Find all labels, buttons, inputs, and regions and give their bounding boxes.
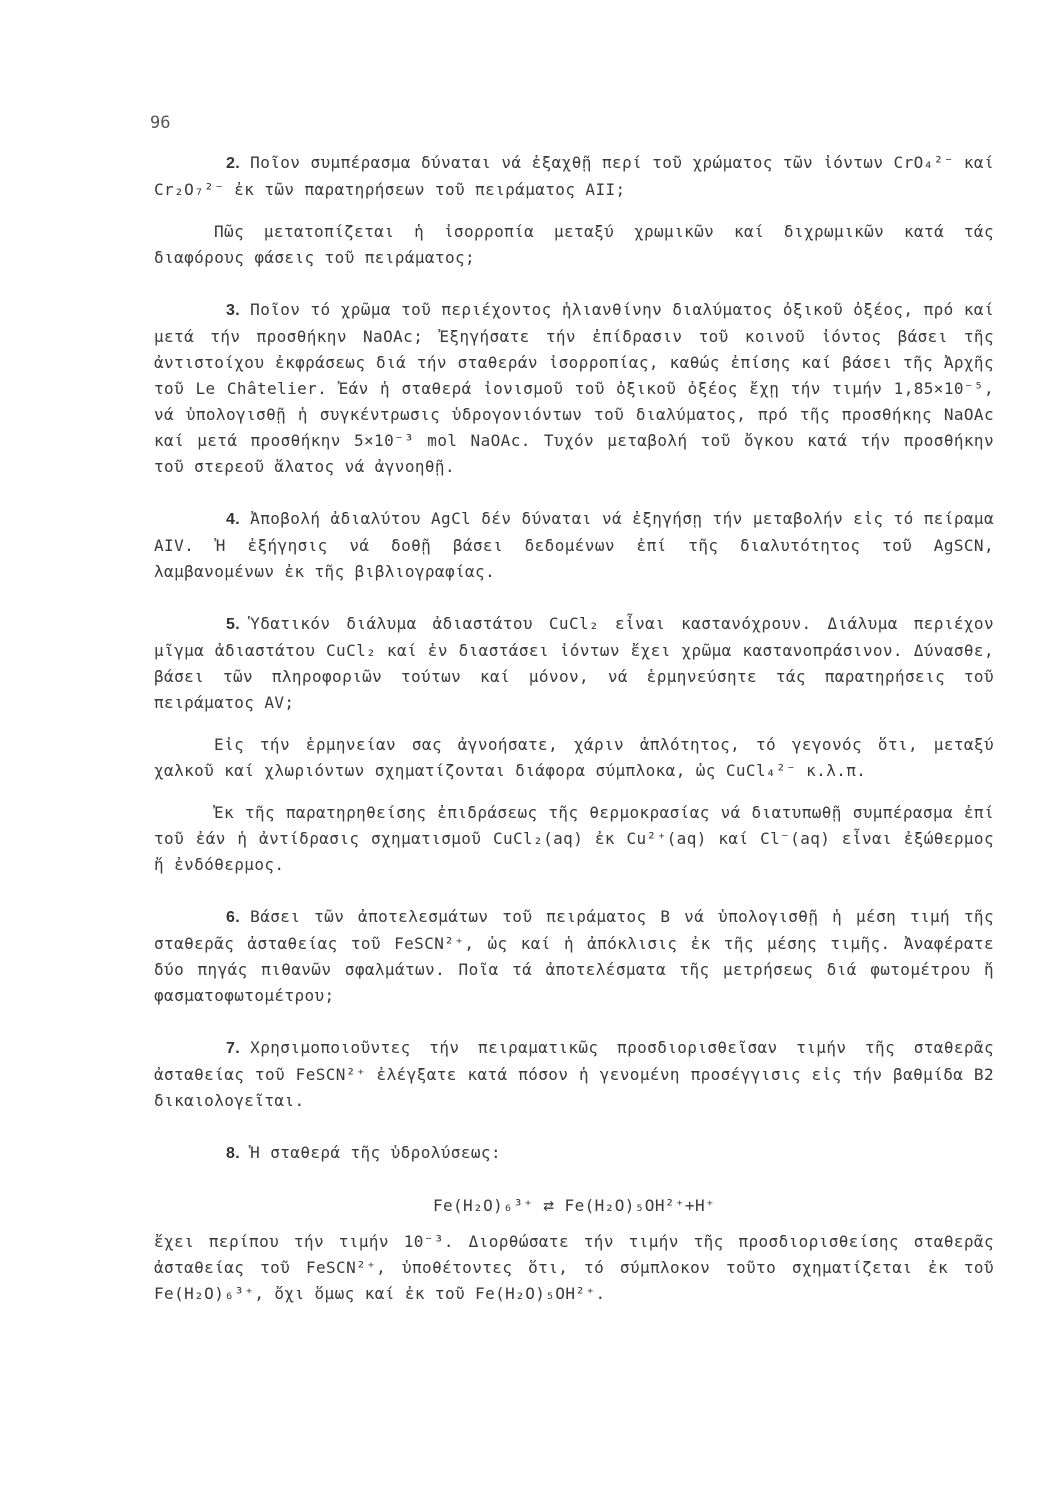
- question-text: Βάσει τῶν ἀποτελεσμάτων τοῦ πειράματος B νά ὑπολογισθῇ ἡ μέση τιμή τῆς σταθερᾶς ἀσταθείας τοῦ FeSCN²⁺, ὡς καί ἡ ἀπόκλισις ἐκ τῆς μέσης τιμῆς. Ἀναφέρατε δύο πηγάς πιθανῶν σφαλμάτων. Ποῖα τά ἀποτελέσματα τῆς μετρήσεως διά φωτομέτρου ἤ φασματοφωτομέτρου;: [154, 907, 994, 1005]
- question-number: 6.: [226, 909, 241, 926]
- question-text: Ποῖον συμπέρασμα δύναται νά ἐξαχθῇ περί τοῦ χρώματος τῶν ἰόντων CrO₄²⁻ καί Cr₂O₇²⁻ ἐκ τῶν παρατηρήσεων τοῦ πειράματος AII;: [154, 153, 994, 199]
- question-text: Χρησιμοποιοῦντες τήν πειραματικῶς προσδιορισθεῖσαν τιμήν τῆς σταθερᾶς ἀσταθείας τοῦ FeSCN²⁺ ἐλέγξατε κατά πόσον ἡ γενομένη προσέγγισις εἰς τήν βαθμίδα B2 δικαιολογεῖται.: [154, 1038, 994, 1110]
- question-2: [154, 150, 994, 203]
- question-5-paragraph: Εἰς τήν ἑρμηνείαν σας ἀγνοήσατε, χάριν ἁπλότητος, τό γεγονός ὅτι, μεταξύ χαλκοῦ καί χλωριόντων σχηματίζονται διάφορα σύμπλοκα, ὡς CuCl₄²⁻ κ.λ.π.: [154, 735, 994, 780]
- question-3: [154, 297, 994, 480]
- page-number: 96: [150, 113, 171, 133]
- question-7: [154, 1035, 994, 1114]
- question-6: [154, 904, 994, 1009]
- question-number: 7.: [226, 1040, 241, 1057]
- hydrolysis-equation: [154, 1193, 994, 1219]
- question-number: 5.: [226, 616, 241, 633]
- equilibrium-arrow-icon: ⇄: [543, 1195, 555, 1216]
- question-text: Ὑδατικόν διάλυμα ἀδιαστάτου CuCl₂ εἶναι καστανόχρουν. Διάλυμα περιέχον μῖγμα ἀδιαστάτου CuCl₂ καί ἐν διαστάσει ἰόντων ἔχει χρῶμα καστανοπράσινον. Δύνασθε, βάσει τῶν πληροφοριῶν τούτων καί μόνον, νά ἑρμηνεύσητε τάς παρατηρήσεις τοῦ πειράματος AV;: [154, 614, 994, 712]
- question-number: 8.: [226, 1145, 241, 1162]
- question-8-continuation: ἔχει περίπου τήν τιμήν 10⁻³. Διορθώσατε τήν τιμήν τῆς προσδιορισθείσης σταθερᾶς ἀσταθείας τοῦ FeSCN²⁺, ὑποθέτοντες ὅτι, τό σύμπλοκον τοῦτο σχηματίζεται ἐκ τοῦ Fe(H₂O)₆³⁺, ὄχι ὅμως καί ἐκ τοῦ Fe(H₂O)₅OH²⁺.: [154, 1232, 994, 1303]
- question-8: [154, 1140, 994, 1167]
- question-2-paragraph: Πῶς μετατοπίζεται ἡ ἰσορροπία μεταξύ χρωμικῶν καί διχρωμικῶν κατά τάς διαφόρους φάσεις τοῦ πειράματος;: [154, 222, 994, 267]
- question-number: 2.: [226, 155, 241, 172]
- question-4: [154, 506, 994, 585]
- equation-left: Fe(H₂O)₆³⁺: [432, 1196, 534, 1215]
- question-number: 3.: [226, 302, 241, 319]
- question-text: Ἀποβολή ἀδιαλύτου AgCl δέν δύναται νά ἐξηγήσῃ τήν μεταβολήν εἰς τό πείραμα AIV. Ἡ ἐξήγησις νά δοθῇ βάσει δεδομένων ἐπί τῆς διαλυτότητος τοῦ AgSCN, λαμβανομένων ἐκ τῆς βιβλιογραφίας.: [154, 509, 994, 581]
- equation-right: Fe(H₂O)₅OH²⁺+H⁺: [564, 1196, 716, 1215]
- question-text: Ἡ σταθερά τῆς ὑδρολύσεως:: [250, 1143, 501, 1162]
- question-5-paragraph: Ἐκ τῆς παρατηρηθείσης ἐπιδράσεως τῆς θερμοκρασίας νά διατυπωθῇ συμπέρασμα ἐπί τοῦ ἐάν ἡ ἀντίδρασις σχηματισμοῦ CuCl₂(aq) ἐκ Cu²⁺(aq) καί Cl⁻(aq) εἶναι ἐξώθερμος ἤ ἐνδόθερμος.: [154, 803, 994, 874]
- question-text: Ποῖον τό χρῶμα τοῦ περιέχοντος ἡλιανθίνην διαλύματος ὀξικοῦ ὀξέος, πρό καί μετά τήν προσθήκην NaOAc; Ἐξηγήσατε τήν ἐπίδρασιν τοῦ κοινοῦ ἰόντος βάσει τῆς ἀντιστοίχου ἐκφράσεως διά τήν σταθεράν ἰσορροπίας, καθώς ἐπίσης καί βάσει τῆς Ἀρχῆς τοῦ Le Châtelier. Ἐάν ἡ σταθερά ἰονισμοῦ τοῦ ὀξικοῦ ὀξέος ἔχῃ τήν τιμήν 1,85×10⁻⁵, νά ὑπολογισθῇ ἡ συγκέντρωσις ὑδρογονιόντων τοῦ διαλύματος, πρό τῆς προσθήκης NaOAc καί μετά προσθήκην 5×10⁻³ mol NaOAc. Τυχόν μεταβολή τοῦ ὄγκου κατά τήν προσθήκην τοῦ στερεοῦ ἅλατος νά ἀγνοηθῇ.: [154, 300, 994, 476]
- question-5: [154, 611, 994, 716]
- document-body: [154, 150, 994, 1307]
- question-number: 4.: [226, 511, 241, 528]
